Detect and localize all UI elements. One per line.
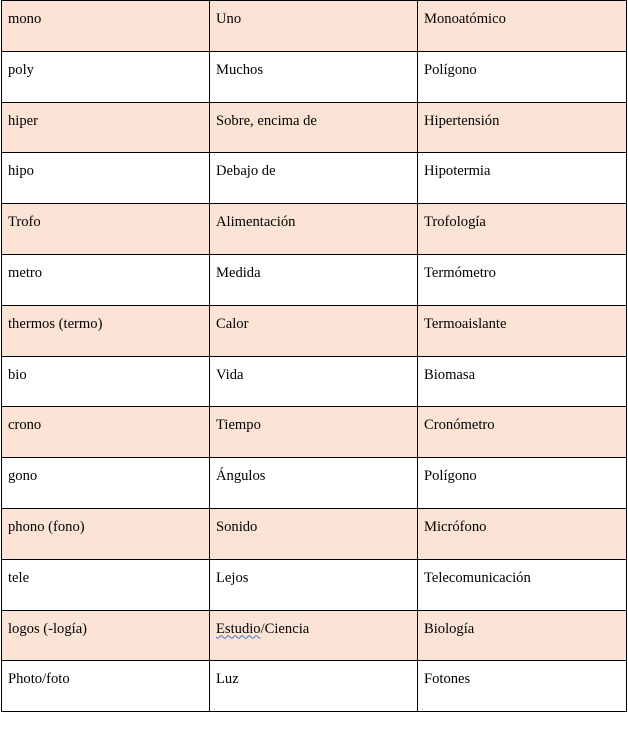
prefix-text: bio	[8, 366, 27, 383]
meaning-text: Calor	[216, 315, 249, 332]
example-cell[interactable]	[418, 610, 627, 661]
table-row	[2, 153, 627, 204]
meaning-cell[interactable]	[210, 661, 418, 712]
prefix-text: phono (fono)	[8, 518, 85, 535]
prefix-text: poly	[8, 61, 34, 78]
example-cell[interactable]	[418, 407, 627, 458]
meaning-text: Debajo de	[216, 163, 276, 180]
example-cell[interactable]	[418, 51, 627, 102]
meaning-suffix: /Ciencia	[260, 620, 310, 637]
example-text: Cronómetro	[424, 417, 495, 434]
prefix-text: metro	[8, 264, 43, 281]
example-cell[interactable]	[418, 508, 627, 559]
prefix-text: thermos (termo)	[8, 315, 103, 332]
example-text: Biología	[424, 620, 475, 637]
meaning-text: Alimentación	[216, 214, 296, 231]
meaning-text: Ángulos	[216, 468, 266, 485]
example-text: Micrófono	[424, 518, 487, 535]
prefix-text: mono	[8, 11, 42, 27]
example-text: Termómetro	[424, 264, 496, 281]
example-text: Hipertensión	[424, 112, 500, 129]
example-cell[interactable]	[418, 1, 627, 52]
example-text: Fotones	[424, 671, 471, 688]
meaning-text: Luz	[216, 671, 239, 688]
table-row	[2, 305, 627, 356]
example-text: Trofología	[424, 214, 486, 231]
example-cell[interactable]	[418, 153, 627, 204]
example-cell[interactable]	[418, 356, 627, 407]
meaning-text: Uno	[216, 11, 242, 27]
example-cell[interactable]	[418, 204, 627, 255]
meaning-text: Lejos	[216, 569, 249, 586]
example-cell[interactable]	[418, 305, 627, 356]
meaning-text	[216, 611, 411, 639]
table-row	[2, 204, 627, 255]
meaning-text: Sobre, encima de	[216, 112, 317, 129]
prefix-cell[interactable]	[2, 559, 210, 610]
prefix-cell[interactable]	[2, 356, 210, 407]
meaning-cell[interactable]	[210, 204, 418, 255]
example-text: Polígono	[424, 468, 477, 485]
prefix-cell[interactable]	[2, 661, 210, 712]
table-row	[2, 458, 627, 509]
meaning-text: Tiempo	[216, 417, 261, 434]
table-row	[2, 102, 627, 153]
example-text: Polígono	[424, 61, 477, 78]
prefix-cell[interactable]	[2, 610, 210, 661]
prefix-cell[interactable]	[2, 254, 210, 305]
prefix-table	[1, 0, 627, 712]
meaning-cell[interactable]	[210, 305, 418, 356]
example-cell[interactable]	[418, 559, 627, 610]
prefix-text: Trofo	[8, 214, 41, 231]
table-row	[2, 508, 627, 559]
example-text: Termoaislante	[424, 315, 507, 332]
meaning-cell[interactable]	[210, 102, 418, 153]
meaning-cell[interactable]	[210, 610, 418, 661]
prefix-cell[interactable]	[2, 102, 210, 153]
table-row	[2, 356, 627, 407]
meaning-cell[interactable]	[210, 51, 418, 102]
table-row	[2, 407, 627, 458]
prefix-cell[interactable]	[2, 508, 210, 559]
meaning-cell[interactable]	[210, 153, 418, 204]
example-cell[interactable]	[418, 102, 627, 153]
table-row	[2, 254, 627, 305]
prefix-text: crono	[8, 417, 42, 434]
meaning-cell[interactable]	[210, 254, 418, 305]
meaning-text: Muchos	[216, 61, 264, 78]
prefix-cell[interactable]	[2, 1, 210, 52]
prefix-cell[interactable]	[2, 407, 210, 458]
example-text: Monoatómico	[424, 11, 506, 27]
meaning-cell[interactable]	[210, 1, 418, 52]
meaning-cell[interactable]	[210, 508, 418, 559]
prefix-text: hiper	[8, 112, 38, 129]
table-row	[2, 661, 627, 712]
table-row	[2, 51, 627, 102]
prefix-cell[interactable]	[2, 458, 210, 509]
prefix-text: logos (-logía)	[8, 620, 88, 637]
prefix-text: gono	[8, 468, 38, 485]
prefix-text: tele	[8, 569, 30, 586]
meaning-cell[interactable]	[210, 458, 418, 509]
example-cell[interactable]	[418, 661, 627, 712]
spellcheck-flagged-word[interactable]: Estudio	[216, 620, 261, 637]
meaning-text: Vida	[216, 366, 244, 383]
prefix-cell[interactable]	[2, 204, 210, 255]
meaning-cell[interactable]	[210, 356, 418, 407]
table-row	[2, 559, 627, 610]
prefix-cell[interactable]	[2, 153, 210, 204]
example-text: Telecomunicación	[424, 569, 531, 586]
example-cell[interactable]	[418, 254, 627, 305]
meaning-cell[interactable]	[210, 559, 418, 610]
prefix-text: hipo	[8, 163, 34, 180]
example-cell[interactable]	[418, 458, 627, 509]
meaning-cell[interactable]	[210, 407, 418, 458]
prefix-cell[interactable]	[2, 305, 210, 356]
meaning-text: Medida	[216, 264, 261, 281]
example-text: Biomasa	[424, 366, 476, 383]
table-row	[2, 610, 627, 661]
meaning-text: Sonido	[216, 518, 258, 535]
prefix-cell[interactable]	[2, 51, 210, 102]
example-text: Hipotermia	[424, 163, 491, 180]
table-row	[2, 1, 627, 52]
prefix-text: Photo/foto	[8, 671, 70, 688]
